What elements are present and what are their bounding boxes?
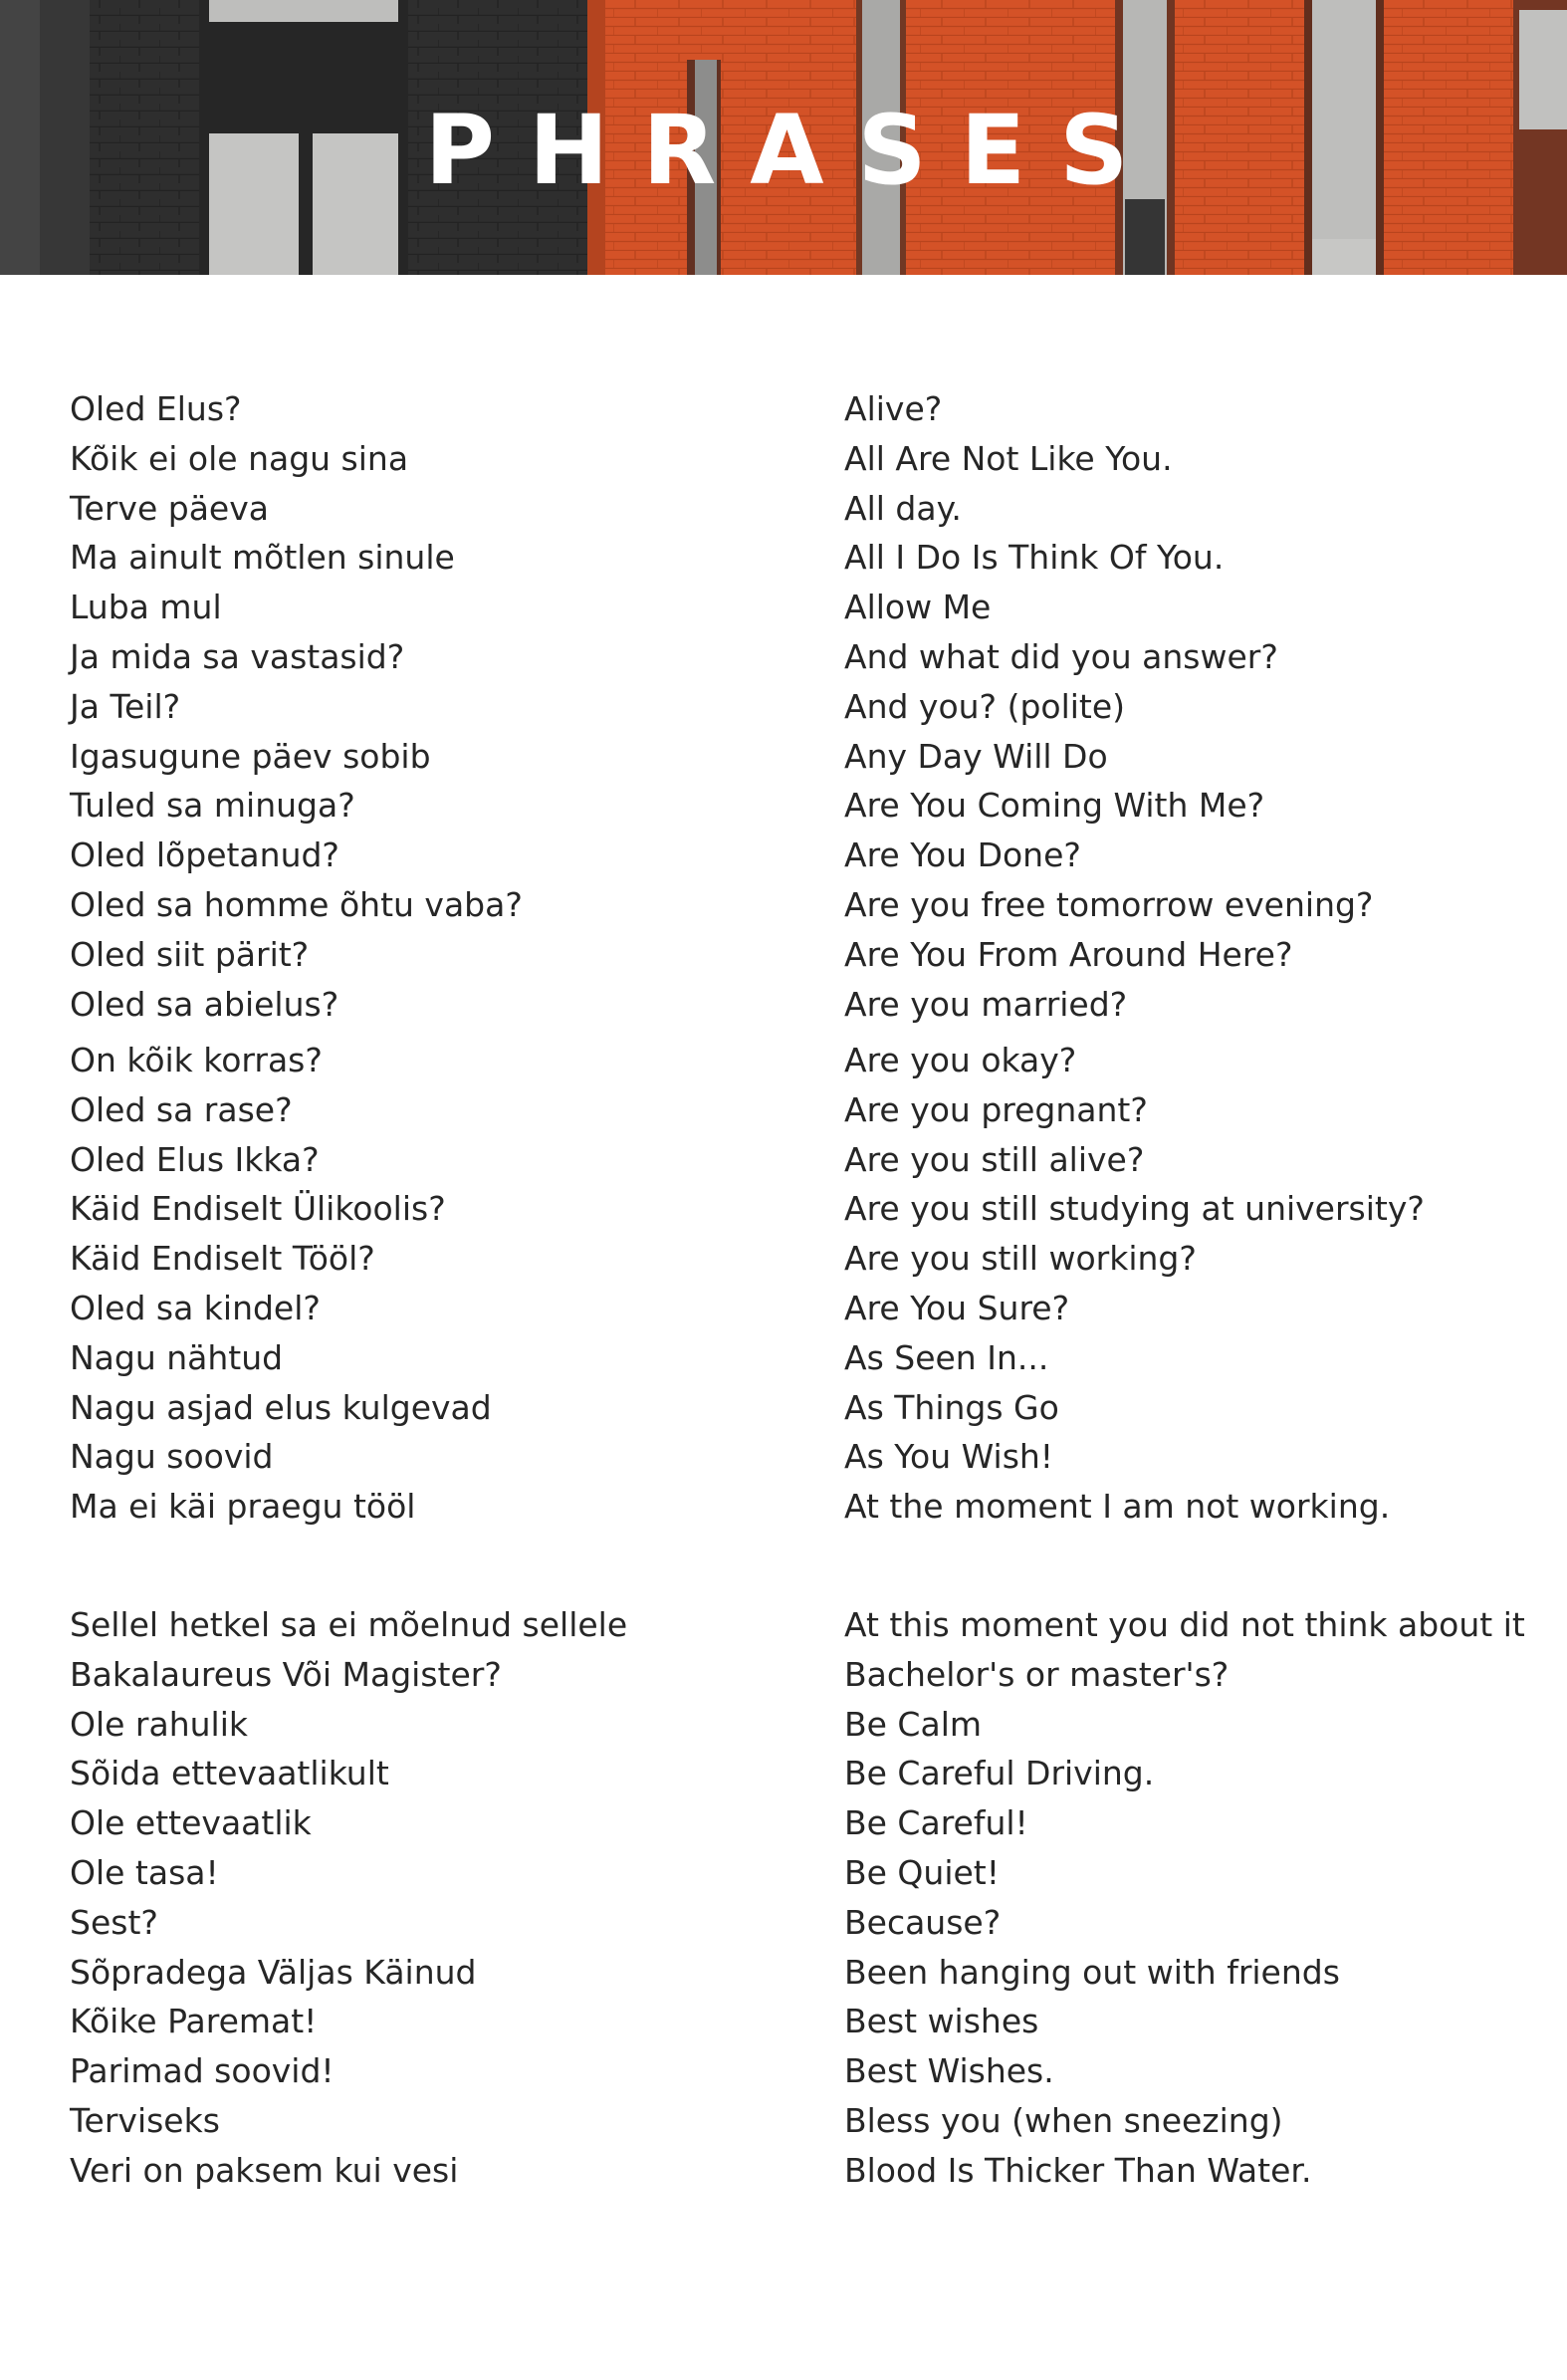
- estonian-phrase: Terve päeva: [70, 488, 269, 528]
- english-translation: Alive?: [844, 389, 943, 428]
- english-translation: Allow Me: [844, 588, 992, 627]
- english-translation: And you? (polite): [844, 686, 1126, 726]
- phrase-row: [0, 1234, 1567, 1284]
- estonian-phrase: Tuled sa minuga?: [70, 786, 355, 826]
- phrase-row: [0, 1284, 1567, 1333]
- phrase-row: [0, 1997, 1567, 2046]
- estonian-phrase: Kõik ei ole nagu sina: [70, 438, 409, 478]
- phrase-row: [0, 632, 1567, 682]
- phrase-row: [0, 2046, 1567, 2096]
- phrase-row: [0, 980, 1567, 1030]
- english-translation: Best Wishes.: [844, 2051, 1054, 2091]
- phrase-row: [0, 831, 1567, 880]
- english-translation: At the moment I am not working.: [844, 1487, 1391, 1527]
- phrase-row: [0, 1085, 1567, 1135]
- english-translation: Been hanging out with friends: [844, 1952, 1340, 1992]
- english-translation: All I Do Is Think Of You.: [844, 538, 1225, 578]
- english-translation: Are you pregnant?: [844, 1089, 1148, 1129]
- estonian-phrase: Käid Endiselt Tööl?: [70, 1239, 375, 1279]
- estonian-phrase: Ja Teil?: [70, 686, 181, 726]
- english-translation: Any Day Will Do: [844, 736, 1108, 776]
- phrase-row: [0, 583, 1567, 632]
- english-translation: Are you married?: [844, 984, 1128, 1024]
- estonian-phrase: Ole rahulik: [70, 1704, 249, 1744]
- english-translation: All Are Not Like You.: [844, 438, 1173, 478]
- phrase-row: [0, 1135, 1567, 1185]
- phrase-row: [0, 1184, 1567, 1234]
- english-translation: Are you still studying at university?: [844, 1189, 1425, 1229]
- estonian-phrase: Terviseks: [70, 2100, 220, 2140]
- estonian-phrase: Oled Elus?: [70, 389, 242, 428]
- english-translation: Are you still working?: [844, 1239, 1197, 1279]
- estonian-phrase: Nagu soovid: [70, 1437, 274, 1477]
- english-translation: Are you okay?: [844, 1041, 1077, 1079]
- english-translation: And what did you answer?: [844, 636, 1278, 676]
- estonian-phrase: Ole tasa!: [70, 1852, 219, 1892]
- english-translation: Be Careful Driving.: [844, 1754, 1155, 1793]
- estonian-phrase: Oled lõpetanud?: [70, 835, 339, 875]
- english-translation: As You Wish!: [844, 1437, 1054, 1477]
- estonian-phrase: Ja mida sa vastasid?: [70, 636, 405, 676]
- phrase-row: [0, 2146, 1567, 2196]
- estonian-phrase: Oled sa homme õhtu vaba?: [70, 884, 523, 924]
- phrase-row: [0, 1333, 1567, 1383]
- phrase-row: [0, 1848, 1567, 1898]
- english-translation: Are You From Around Here?: [844, 934, 1293, 974]
- phrase-row: [0, 1700, 1567, 1750]
- estonian-phrase: Oled Elus Ikka?: [70, 1139, 320, 1179]
- estonian-phrase: Ole ettevaatlik: [70, 1803, 312, 1843]
- estonian-phrase: Oled sa kindel?: [70, 1288, 321, 1327]
- phrase-row: [0, 434, 1567, 484]
- english-translation: Blood Is Thicker Than Water.: [844, 2150, 1312, 2190]
- estonian-phrase: Sõpradega Väljas Käinud: [70, 1952, 477, 1992]
- estonian-phrase: Käid Endiselt Ülikoolis?: [70, 1189, 446, 1229]
- phrase-row: [0, 1898, 1567, 1948]
- english-translation: As Things Go: [844, 1387, 1059, 1427]
- english-translation: Because?: [844, 1902, 1002, 1942]
- english-translation: Are You Coming With Me?: [844, 786, 1265, 826]
- phrase-row: [0, 930, 1567, 980]
- phrase-group-2: [0, 1036, 1567, 1532]
- phrase-row: [0, 880, 1567, 930]
- phrase-row: [0, 2096, 1567, 2146]
- english-translation: Be Quiet!: [844, 1852, 1000, 1892]
- estonian-phrase: Nagu nähtud: [70, 1337, 284, 1377]
- estonian-phrase: Oled sa rase?: [70, 1089, 293, 1129]
- estonian-phrase: Oled sa abielus?: [70, 984, 339, 1024]
- english-translation: As Seen In...: [844, 1337, 1049, 1377]
- estonian-phrase: Ma ei käi praegu tööl: [70, 1487, 416, 1527]
- english-translation: Bachelor's or master's?: [844, 1654, 1230, 1694]
- english-translation: Are You Done?: [844, 835, 1081, 875]
- english-translation: Are you free tomorrow evening?: [844, 884, 1374, 924]
- english-translation: Bless you (when sneezing): [844, 2100, 1283, 2140]
- phrase-row: [0, 1482, 1567, 1532]
- phrase-row: [0, 384, 1567, 434]
- phrase-row: [0, 1798, 1567, 1848]
- estonian-phrase: Kõike Paremat!: [70, 2002, 318, 2041]
- english-translation: Best wishes: [844, 2002, 1039, 2041]
- phrase-row: [0, 1383, 1567, 1433]
- page-title: PHRASES: [424, 95, 1163, 206]
- estonian-phrase: Ma ainult mõtlen sinule: [70, 538, 455, 578]
- estonian-phrase: Veri on paksem kui vesi: [70, 2150, 459, 2190]
- estonian-phrase: Sõida ettevaatlikult: [70, 1754, 389, 1793]
- english-translation: All day.: [844, 488, 962, 528]
- phrase-row: [0, 1036, 1567, 1085]
- english-translation: Are You Sure?: [844, 1288, 1070, 1327]
- phrase-row: [0, 682, 1567, 732]
- phrase-row: [0, 484, 1567, 534]
- phrase-group-1: [0, 384, 1567, 1029]
- estonian-phrase: Parimad soovid!: [70, 2051, 335, 2091]
- estonian-phrase: Bakalaureus Või Magister?: [70, 1654, 502, 1694]
- phrase-row: [0, 732, 1567, 782]
- english-translation: At this moment you did not think about it: [844, 1605, 1525, 1644]
- estonian-phrase: Oled siit pärit?: [70, 934, 310, 974]
- header-banner: [0, 0, 1567, 275]
- estonian-phrase: On kõik korras?: [70, 1041, 323, 1079]
- estonian-phrase: Sest?: [70, 1902, 158, 1942]
- phrase-row: [0, 1650, 1567, 1700]
- phrase-group-3: [0, 1600, 1567, 2196]
- estonian-phrase: Sellel hetkel sa ei mõelnud sellele: [70, 1605, 628, 1644]
- estonian-phrase: Nagu asjad elus kulgevad: [70, 1387, 492, 1427]
- english-translation: Be Careful!: [844, 1803, 1028, 1843]
- phrase-row: [0, 1600, 1567, 1650]
- phrase-row: [0, 1432, 1567, 1482]
- english-translation: Are you still alive?: [844, 1139, 1145, 1179]
- phrase-row: [0, 1948, 1567, 1998]
- phrase-row: [0, 781, 1567, 831]
- estonian-phrase: Igasugune päev sobib: [70, 736, 431, 776]
- estonian-phrase: Luba mul: [70, 588, 222, 627]
- english-translation: Be Calm: [844, 1704, 983, 1744]
- phrase-row: [0, 533, 1567, 583]
- phrase-row: [0, 1749, 1567, 1798]
